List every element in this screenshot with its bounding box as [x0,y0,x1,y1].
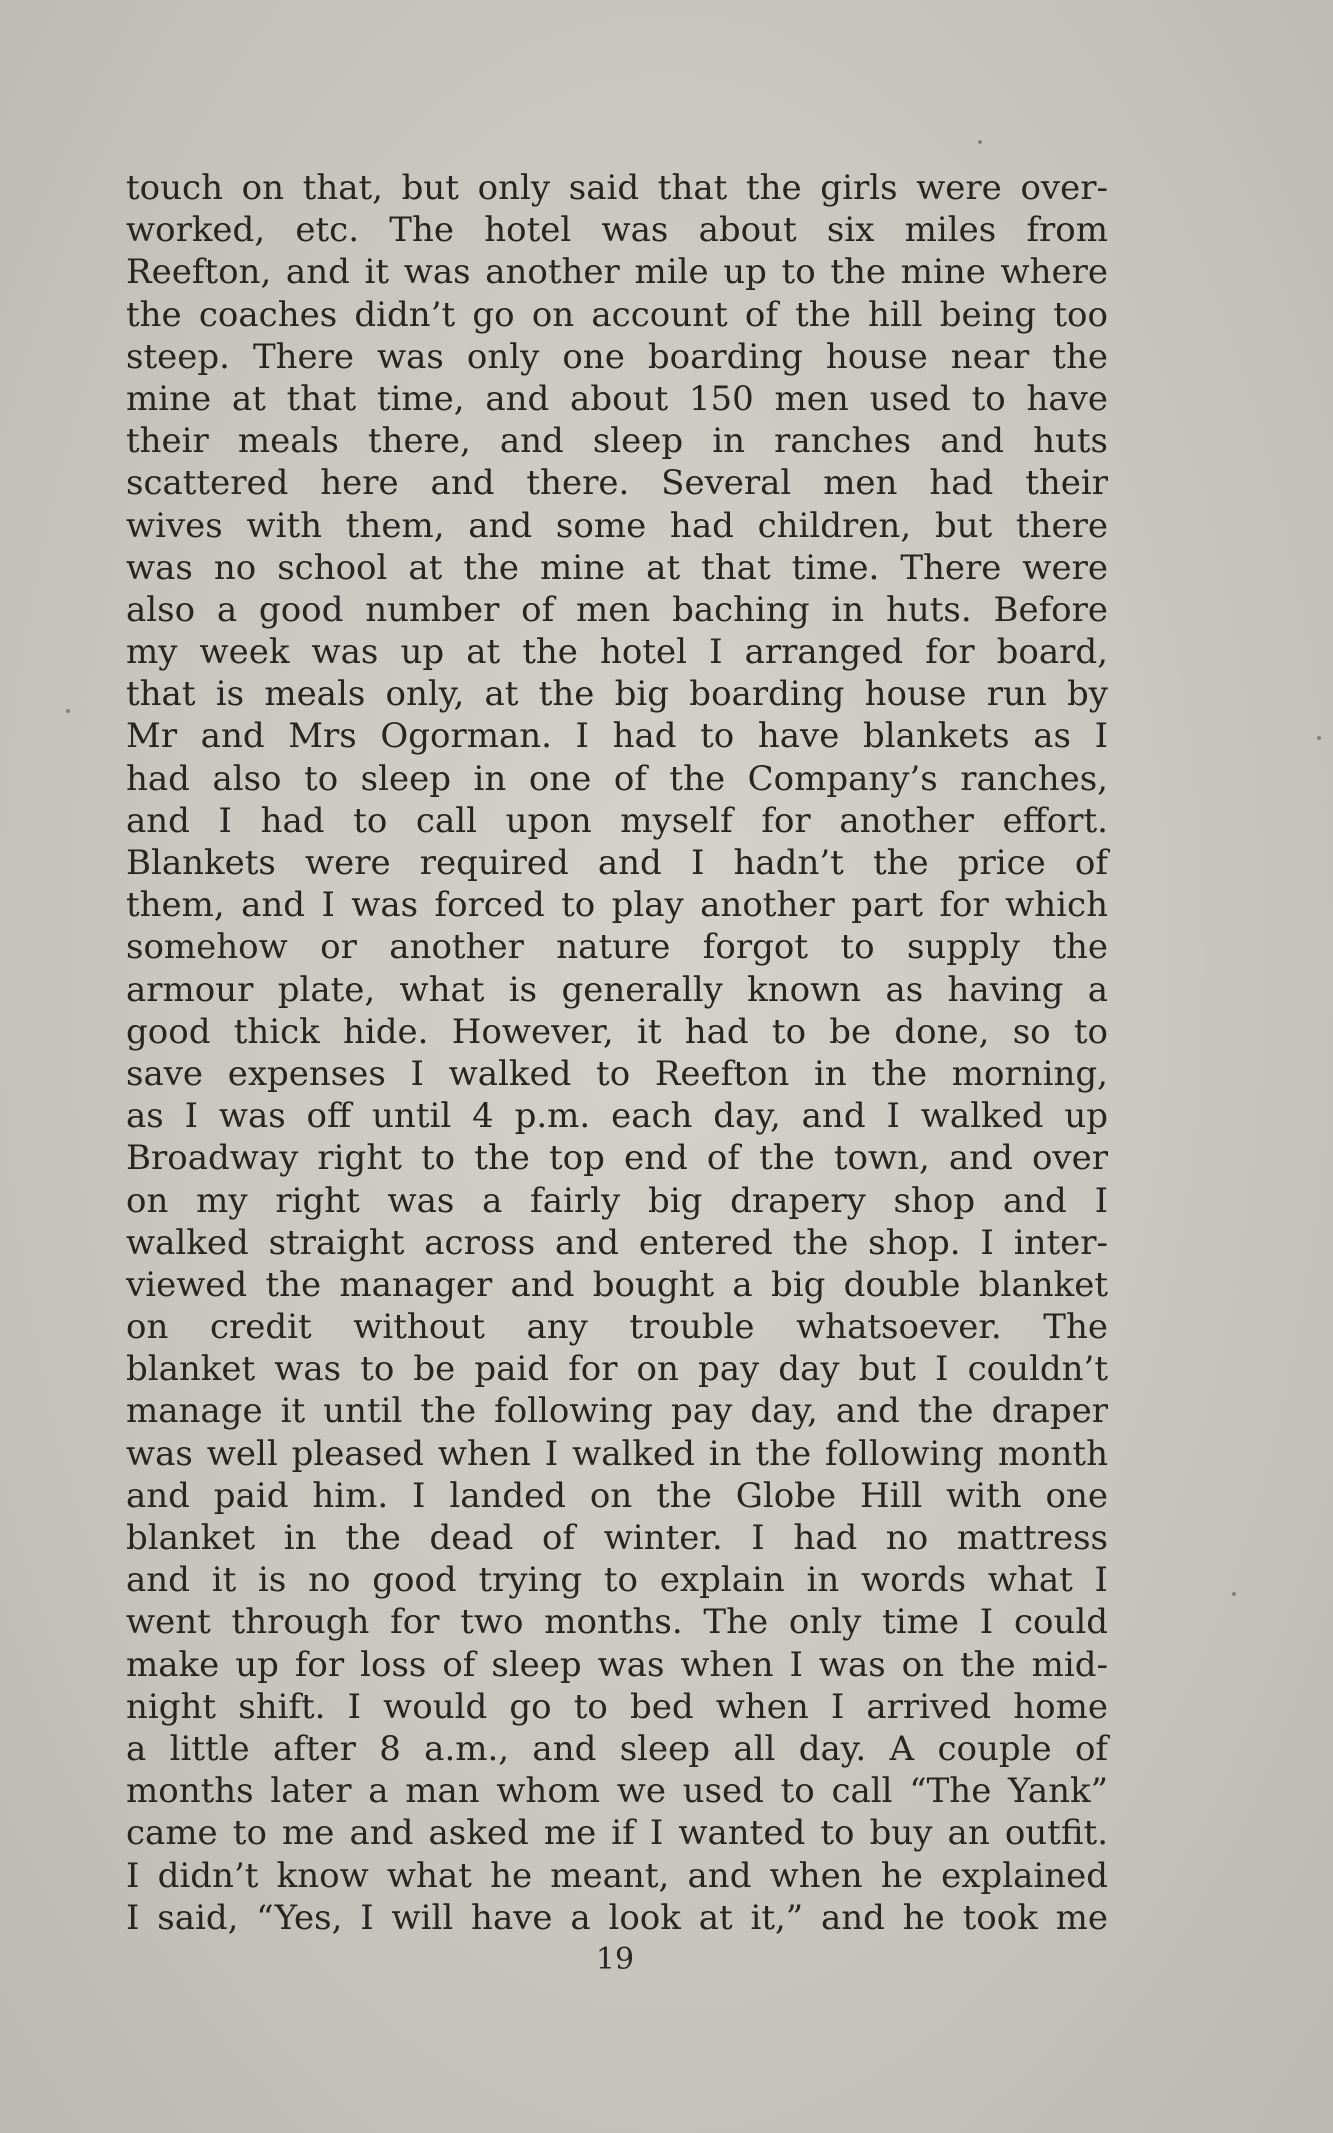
text-line: make up for loss of sleep was when I was on the mid- [126,1644,1108,1685]
text-line: as I was off until 4 p.m. each day, and I walked up [126,1096,1108,1137]
text-line: viewed the manager and bought a big double blanket [126,1264,1108,1305]
text-line: mine at that time, and about 150 men used to have [126,378,1108,419]
text-line: and it is no good trying to explain in words what I [126,1560,1108,1601]
text-line: had also to sleep in one of the Company’s ranches, [126,758,1108,799]
text-line: Blankets were required and I hadn’t the price of [126,843,1108,883]
text-line: months later a man whom we used to call “The Yank” [126,1771,1108,1812]
text-line: walked straight across and entered the shop. I inter- [126,1222,1108,1263]
text-line: save expenses I walked to Reefton in the morning, [126,1053,1108,1094]
text-line: Reefton, and it was another mile up to the mine where [126,252,1108,293]
paper-speck [1232,1592,1236,1596]
text-line: touch on that, but only said that the girls were over- [126,168,1108,208]
text-line: I didn’t know what he meant, and when he explained [126,1855,1108,1896]
text-line: Broadway right to the top end of the town, and over [126,1138,1108,1179]
text-line: came to me and asked me if I wanted to buy an outfit. [126,1813,1108,1854]
text-line: somehow or another nature forgot to supply the [126,927,1108,968]
paper-speck [1317,736,1321,740]
text-line: that is meals only, at the big boarding house run by [126,674,1108,715]
text-line: I said, “Yes, I will have a look at it,” and he took me [126,1897,1108,1938]
text-line: good thick hide. However, it had to be done, so to [126,1011,1108,1052]
text-line: on my right was a fairly big drapery shop and I [126,1180,1108,1221]
text-line: and I had to call upon myself for another effort. [126,800,1108,841]
text-line: blanket in the dead of winter. I had no mattress [126,1518,1108,1558]
text-line: a little after 8 a.m., and sleep all day. A couple of [126,1728,1108,1769]
text-line: also a good number of men baching in huts. Before [126,589,1108,630]
text-line: steep. There was only one boarding house near the [126,336,1108,377]
text-line: went through for two months. The only time I could [126,1602,1108,1643]
text-line: worked, etc. The hotel was about six miles from [126,210,1108,251]
text-line: wives with them, and some had children, but there [126,505,1108,546]
page-number: 19 [595,1942,635,1977]
paper-speck [66,709,70,713]
text-line: and paid him. I landed on the Globe Hill with one [126,1475,1108,1516]
text-line: on credit without any trouble whatsoever. The [126,1307,1108,1348]
text-line: night shift. I would go to bed when I arrived home [126,1686,1108,1727]
text-line: Mr and Mrs Ogorman. I had to have blankets as I [126,716,1108,757]
body-text [126,167,1108,1939]
paper-speck [978,140,982,144]
text-line: my week was up at the hotel I arranged for board, [126,632,1108,673]
text-line: blanket was to be paid for on pay day but I couldn’t [126,1349,1108,1390]
text-line: them, and I was forced to play another part for which [126,885,1108,926]
text-line: was well pleased when I walked in the following month [126,1433,1108,1474]
text-line: the coaches didn’t go on account of the hill being too [126,294,1108,335]
text-line: scattered here and there. Several men had their [126,463,1108,504]
text-line: armour plate, what is generally known as having a [126,969,1108,1010]
text-line: manage it until the following pay day, and the draper [126,1391,1108,1432]
text-line: was no school at the mine at that time. There were [126,547,1108,588]
text-line: their meals there, and sleep in ranches and huts [126,421,1108,462]
